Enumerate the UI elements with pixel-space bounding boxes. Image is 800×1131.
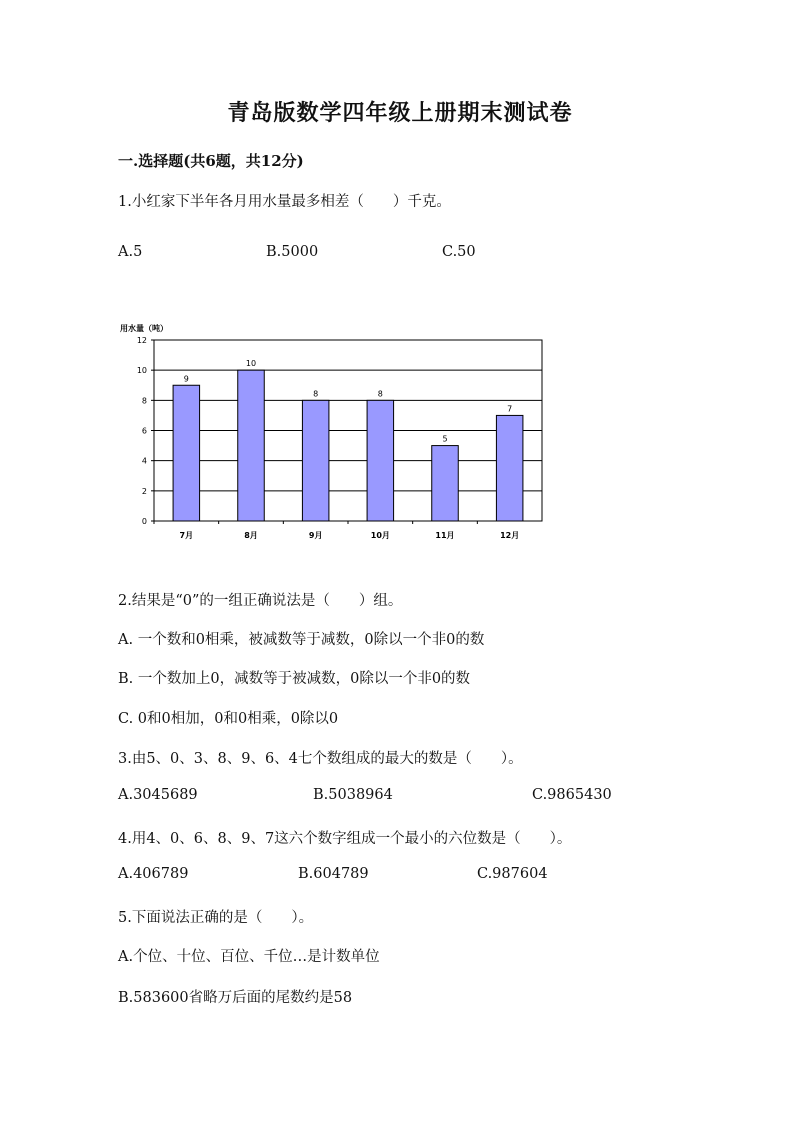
question-1-option-b: B.5000	[266, 244, 319, 260]
y-tick-label: 12	[136, 336, 147, 345]
question-5-option-a: A.个位、十位、百位、千位…是计数单位	[118, 949, 380, 965]
question-3-option-c: C.9865430	[532, 787, 612, 803]
data-label: 9	[183, 374, 189, 384]
question-5-stem: 5.下面说法正确的是（ ）。	[118, 910, 314, 926]
y-tick-label: 0	[141, 517, 147, 526]
data-label: 5	[442, 434, 448, 444]
question-3-option-b: B.5038964	[313, 787, 393, 803]
bar	[238, 370, 265, 521]
x-tick-label: 10月	[370, 531, 390, 540]
data-label: 8	[313, 389, 319, 399]
question-4-stem: 4.用4、0、6、8、9、7这六个数字组成一个最小的六位数是（ ）。	[118, 831, 572, 847]
y-tick-label: 6	[141, 426, 147, 436]
question-2-option-a: A. 一个数和0相乘，被减数等于减数，0除以一个非0的数	[118, 632, 485, 648]
bar	[302, 400, 329, 521]
question-1-option-a: A.5	[118, 244, 143, 260]
bar	[367, 400, 394, 521]
question-2-option-b: B. 一个数加上0，减数等于被减数，0除以一个非0的数	[118, 671, 471, 687]
data-label: 7	[507, 404, 513, 414]
question-2-option-c: C. 0和0相加，0和0相乘，0除以0	[118, 711, 339, 727]
question-3-stem: 3.由5、0、3、8、9、6、4七个数组成的最大的数是（ ）。	[118, 751, 523, 767]
y-axis-label: 用水量（吨）	[120, 324, 168, 333]
page-title: 青岛版数学四年级上册期末测试卷	[227, 100, 573, 126]
data-label: 10	[245, 359, 257, 369]
question-4-option-b: B.604789	[298, 866, 369, 882]
x-tick-label: 9月	[308, 531, 323, 540]
y-tick-label: 8	[141, 396, 147, 406]
x-tick-label: 8月	[244, 531, 258, 540]
section-heading: 一.选择题(共6题，共12分)	[118, 152, 304, 170]
y-tick-label: 2	[141, 486, 147, 496]
question-3-option-a: A.3045689	[118, 787, 198, 803]
bar	[496, 415, 523, 521]
x-tick-label: 7月	[179, 531, 194, 540]
bar	[432, 446, 459, 521]
question-1-stem: 1.小红家下半年各月用水量最多相差（ ）千克。	[118, 194, 451, 210]
question-5-option-b: B.583600省略万后面的尾数约是58	[118, 990, 353, 1006]
x-tick-label: 12月	[500, 531, 520, 540]
x-tick-label: 11月	[435, 531, 455, 540]
y-tick-label: 4	[141, 456, 147, 466]
data-label: 8	[377, 389, 383, 399]
question-2-stem: 2.结果是“0”的一组正确说法是（ ）组。	[118, 593, 403, 609]
water-usage-bar-chart	[118, 318, 548, 548]
question-1-option-c: C.50	[442, 244, 476, 260]
question-4-option-c: C.987604	[477, 866, 548, 882]
question-4-option-a: A.406789	[118, 866, 189, 882]
y-tick-label: 10	[136, 366, 147, 376]
bar	[173, 385, 200, 521]
